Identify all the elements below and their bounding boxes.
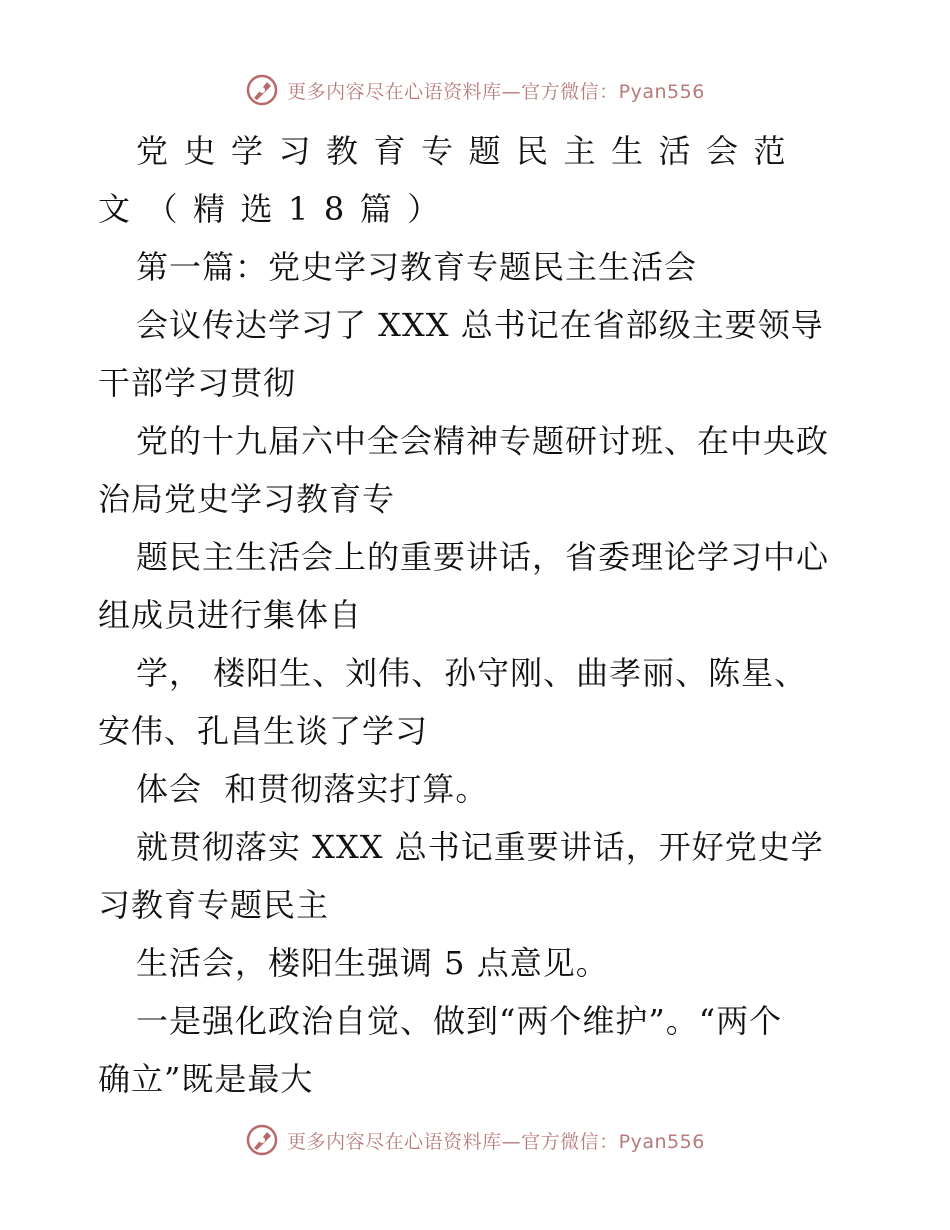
watermark-banner-top — [0, 70, 950, 110]
document-line: 治局党史学习教育专 — [98, 480, 396, 518]
document-line: 学， 楼阳生、刘伟、孙守刚、曲孝丽、陈星、 — [136, 654, 808, 692]
watermark-text: 更多内容尽在心语资料库—官方微信：Pyan556 — [287, 80, 705, 103]
document-line: 党的十九届六中全会精神专题研讨班、在中央政 — [136, 422, 830, 460]
document-line: 就贯彻落实 XXX 总书记重要讲话，开好党史学 — [136, 828, 824, 866]
watermark-banner-bottom — [0, 1120, 950, 1160]
document-body — [98, 122, 858, 1108]
document-line: 生活会，楼阳生强调 5 点意见。 — [136, 944, 609, 982]
document-line: 一是强化政治自觉、做到“两个维护”。“两个 — [136, 1002, 783, 1040]
document-title-line2: 文（精选18篇） — [98, 190, 455, 228]
pen-nib-circle-icon — [245, 1123, 279, 1157]
document-line: 习教育专题民主 — [98, 886, 330, 924]
document-line: 组成员进行集体自 — [98, 596, 363, 634]
document-line: 体会 和贯彻落实打算。 — [136, 770, 489, 808]
document-line: 安伟、孔昌生谈了学习 — [98, 712, 429, 750]
watermark-text: 更多内容尽在心语资料库—官方微信：Pyan556 — [287, 1130, 705, 1153]
document-title-line1: 党史学习教育专题民主生活会范 — [136, 132, 802, 170]
document-line: 干部学习贯彻 — [98, 364, 297, 402]
pen-nib-circle-icon — [245, 73, 279, 107]
document-paragraphs — [98, 238, 858, 1108]
document-line: 题民主生活会上的重要讲话，省委理论学习中心 — [136, 538, 830, 576]
document-line: 确立”既是最大 — [98, 1060, 314, 1098]
document-line: 会议传达学习了 XXX 总书记在省部级主要领导 — [136, 306, 824, 344]
document-line: 第一篇：党史学习教育专题民主生活会 — [136, 248, 698, 286]
